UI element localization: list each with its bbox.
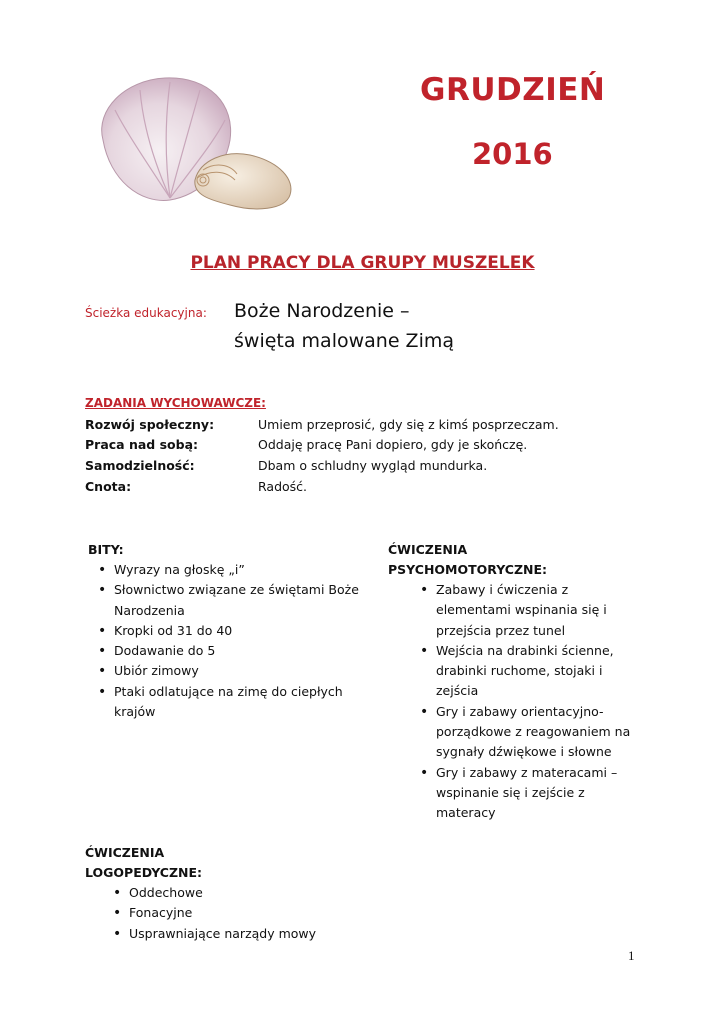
month-title: GRUDZIEŃ <box>420 72 606 108</box>
task-key: Samodzielność: <box>85 458 195 473</box>
tasks-heading: ZADANIA WYCHOWAWCZE: <box>85 396 266 410</box>
path-label: Ścieżka edukacyjna: <box>85 306 207 320</box>
psychomotor-section <box>388 540 643 824</box>
list-item: • Zabawy i ćwiczenia z elementami wspinania się i przejścia przez tunel <box>410 580 643 641</box>
list-item: • Usprawniające narządy mowy <box>103 924 385 944</box>
plan-title <box>0 253 725 273</box>
list-item: • Ptaki odlatujące na zimę do ciepłych krajów <box>88 682 388 723</box>
list-item: • Kropki od 31 do 40 <box>88 621 388 641</box>
path-topic-line2: święta malowane Zimą <box>234 330 454 352</box>
task-value: Umiem przeprosić, gdy się z kimś posprzeczam. <box>258 417 559 432</box>
path-topic-line1: Boże Narodzenie – <box>234 300 410 322</box>
bity-list <box>88 560 388 722</box>
task-value: Radość. <box>258 479 308 494</box>
list-item: • Ubiór zimowy <box>88 661 388 681</box>
task-value: Dbam o schludny wygląd mundurka. <box>258 458 488 473</box>
list-item: • Gry i zabawy orientacyjno-porządkowe z reagowaniem na sygnały dźwiękowe i słowne <box>410 702 643 763</box>
seashell-illustration <box>85 70 305 220</box>
bity-section <box>88 540 388 722</box>
list-item: • Wyrazy na głoskę „i” <box>88 560 388 580</box>
task-key: Cnota: <box>85 479 132 494</box>
logopedic-section <box>85 843 385 944</box>
psychomotor-heading-line2: PSYCHOMOTORYCZNE: <box>388 562 548 577</box>
psychomotor-heading-line1: ĆWICZENIA <box>388 542 468 557</box>
bity-heading: BITY: <box>88 542 124 557</box>
year-title: 2016 <box>472 137 553 171</box>
path-topic <box>234 296 454 356</box>
plan-title-text: PLAN PRACY DLA GRUPY MUSZELEK <box>190 253 535 273</box>
list-item: • Gry i zabawy z materacami – wspinanie się i zejście z materacy <box>410 763 643 824</box>
page-number: 1 <box>628 948 635 963</box>
task-key: Rozwój społeczny: <box>85 417 215 432</box>
list-item: • Dodawanie do 5 <box>88 641 388 661</box>
psychomotor-list <box>410 580 643 824</box>
list-item: • Wejścia na drabinki ścienne, drabinki ruchome, stojaki i zejścia <box>410 641 643 702</box>
list-item: • Słownictwo związane ze świętami Boże Narodzenia <box>88 580 388 621</box>
task-key: Praca nad sobą: <box>85 437 199 452</box>
logopedic-list <box>103 883 385 944</box>
list-item: • Fonacyjne <box>103 903 385 923</box>
logopedic-heading-line2: LOGOPEDYCZNE: <box>85 865 203 880</box>
list-item: • Oddechowe <box>103 883 385 903</box>
task-value: Oddaję pracę Pani dopiero, gdy je skończę. <box>258 437 528 452</box>
logopedic-heading-line1: ĆWICZENIA <box>85 845 165 860</box>
